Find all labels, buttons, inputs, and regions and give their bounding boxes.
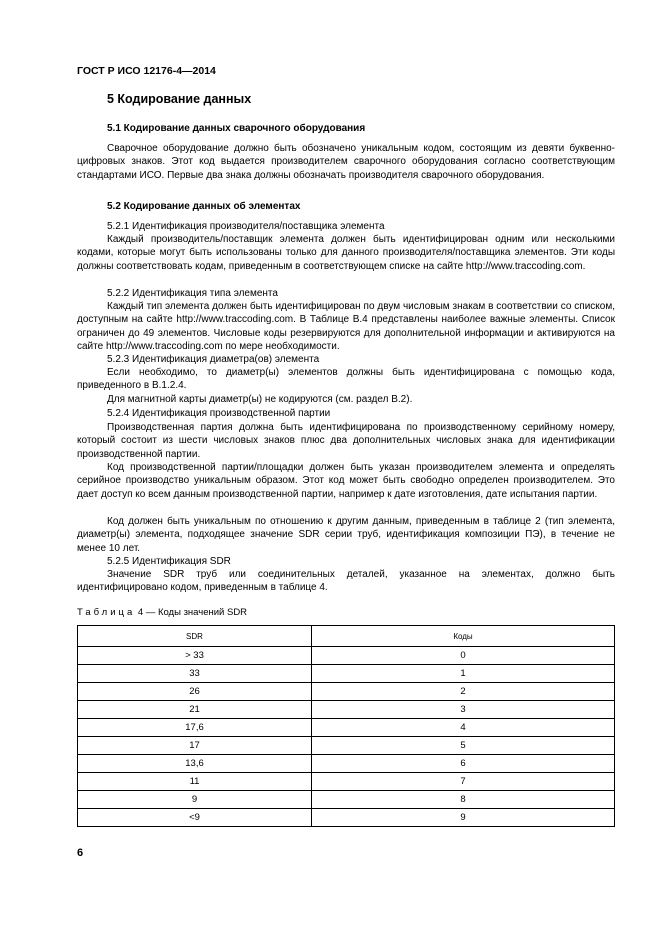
section-5-2-4-text-3: Код должен быть уникальным по отношению к другим данным, приведенным в таблице 2 (тип элемента, диаметр(ы) элемента, подходящее значение SDR серии труб, идентификация композиции ПЭ), в течение не менее 10 лет. — [77, 516, 615, 554]
sdr-cell: > 33 — [78, 647, 312, 665]
code-cell: 2 — [312, 683, 615, 701]
sdr-cell: <9 — [78, 809, 312, 827]
table-4-caption — [77, 607, 247, 618]
table-row — [78, 737, 615, 755]
table-row — [78, 701, 615, 719]
code-cell: 3 — [312, 701, 615, 719]
code-cell: 0 — [312, 647, 615, 665]
section-5-1-title: 5.1 Кодирование данных сварочного оборудования — [107, 123, 366, 134]
column-header-sdr: SDR — [78, 626, 312, 647]
sdr-cell: 17,6 — [78, 719, 312, 737]
table-4-caption-title: 4 — Коды значений SDR — [137, 607, 248, 618]
sdr-cell: 33 — [78, 665, 312, 683]
table-row — [78, 773, 615, 791]
code-cell: 5 — [312, 737, 615, 755]
column-header-codes: Коды — [312, 626, 615, 647]
sdr-cell: 26 — [78, 683, 312, 701]
sdr-cell: 13,6 — [78, 755, 312, 773]
code-cell: 6 — [312, 755, 615, 773]
section-5-2-5-title: 5.2.5 Идентификация SDR — [107, 556, 231, 567]
section-5-2-3-text-1: Если необходимо, то диаметр(ы) элементов должны быть идентифицирована с помощью кода, приведенного в В.1.2.4. — [77, 367, 615, 392]
code-cell: 9 — [312, 809, 615, 827]
sdr-cell: 21 — [78, 701, 312, 719]
table-row — [78, 809, 615, 827]
section-5-2-2-title: 5.2.2 Идентификация типа элемента — [107, 288, 278, 299]
section-5-2-3-title: 5.2.3 Идентификация диаметра(ов) элемента — [107, 354, 320, 365]
section-5-2-1-title: 5.2.1 Идентификация производителя/поставщика элемента — [107, 221, 385, 232]
table-row — [78, 647, 615, 665]
table-row — [78, 665, 615, 683]
section-5-2-5-text: Значение SDR труб или соединительных деталей, указанное на элементах, должно быть идентифицировано кодом, приведенным в таблице 4. — [77, 569, 615, 594]
section-5-2-4-title: 5.2.4 Идентификация производственной партии — [107, 408, 331, 419]
table-header-row — [78, 626, 615, 647]
table-4-caption-label: Таблица — [77, 607, 136, 618]
section-5-2-1-text: Каждый производитель/поставщик элемента должен быть идентифицирован одним или несколькими кодами, которые могут быть использованы только для данного производителя/поставщика элементов. Эти коды должны соответствовать кодам, приведенным в соответствующем списке на сайте http://www.traccoding.com. — [77, 234, 615, 272]
code-cell: 1 — [312, 665, 615, 683]
code-cell: 4 — [312, 719, 615, 737]
code-cell: 7 — [312, 773, 615, 791]
sdr-cell: 17 — [78, 737, 312, 755]
table-row — [78, 683, 615, 701]
section-5-2-title: 5.2 Кодирование данных об элементах — [107, 201, 301, 212]
sdr-cell: 9 — [78, 791, 312, 809]
section-5-2-3-text-2: Для магнитной карты диаметр(ы) не кодируются (см. раздел В.2). — [107, 394, 413, 405]
section-5-1-text: Сварочное оборудование должно быть обозначено уникальным кодом, состоящим из девяти буквенно-цифровых знаков. Этот код выдается производителем сварочного оборудования согласно соответствующим стандартами ИСО. Первые два знака должны обозначать производителя сварочного оборудования. — [77, 143, 615, 181]
page-number: 6 — [77, 847, 84, 859]
sdr-cell: 11 — [78, 773, 312, 791]
table-row — [78, 719, 615, 737]
sdr-codes-table — [77, 625, 615, 827]
table-row — [78, 791, 615, 809]
section-5-2-4-text-2: Код производственной партии/площадки должен быть указан производителем элемента и определять серийное производство уникальным образом. Этот код может быть свободно определен производителем. Это дает доступ ко всем данным производственной партии, например к дате изготовления, дате испытания партии. — [77, 462, 615, 500]
code-cell: 8 — [312, 791, 615, 809]
section-5-2-2-text: Каждый тип элемента должен быть идентифицирован по двум числовым знакам в соответствии со списком, доступным на сайте http://www.traccoding.com. В Таблице В.4 представлены наиболее важные элементы. Список ограничен до 49 элементов. Числовые коды резервируются для дополнительной информации и активируются на сайте http://www.traccoding.com по мере необходимости. — [77, 301, 615, 352]
section-5-title: 5 Кодирование данных — [107, 92, 252, 106]
section-5-2-4-text-1: Производственная партия должна быть идентифицирована по производственному серийному номеру, который состоит из шести числовых знаков плюс два дополнительных числовых знака для идентификации производственной партии. — [77, 422, 615, 460]
document-header: ГОСТ Р ИСО 12176-4—2014 — [77, 65, 216, 77]
table-row — [78, 755, 615, 773]
